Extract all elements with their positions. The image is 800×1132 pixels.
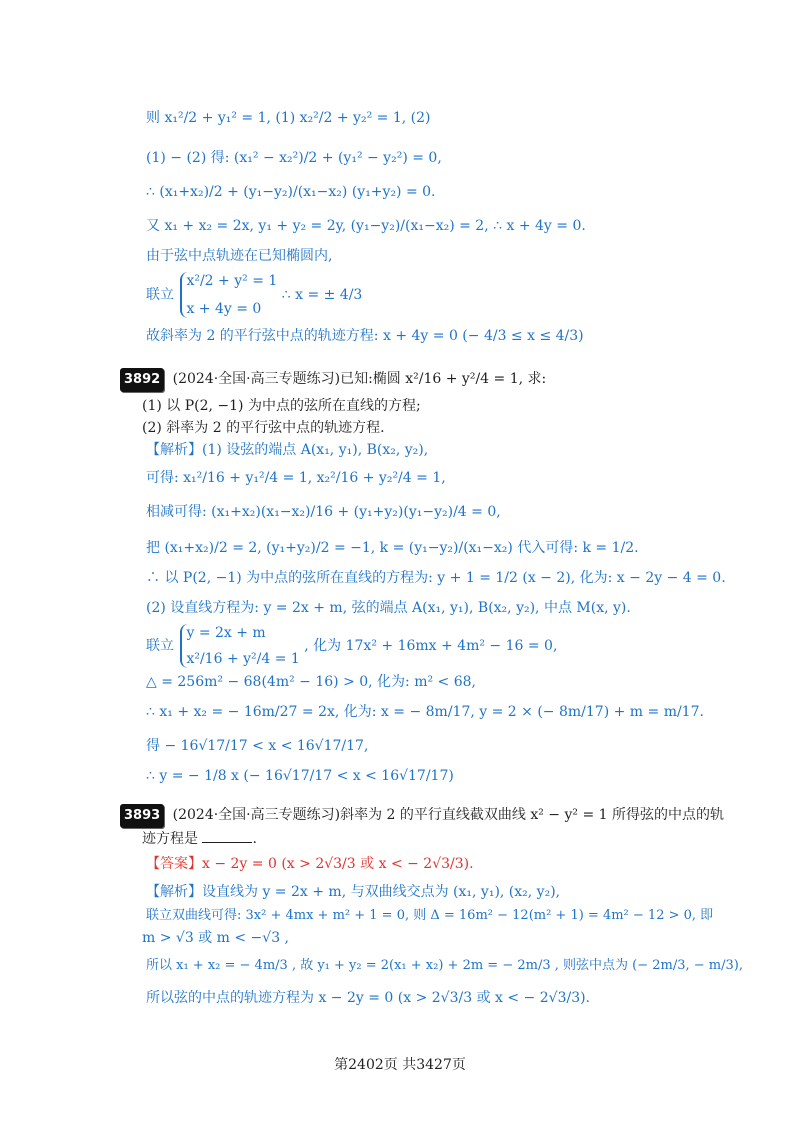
solution-line: 联立双曲线可得: 3x² + 4mx + m² + 1 = 0, 则 Δ = 16m² − 12(m² + 1) = 4m² − 12 > 0, 即	[146, 908, 714, 923]
question-number: 3892	[120, 368, 164, 392]
system-result: ∴ x = ± 4/3	[281, 287, 363, 303]
solution-tag: 【解析】	[146, 884, 202, 900]
system-brace	[180, 272, 277, 318]
question-3893-stem	[120, 804, 724, 828]
system-eq-2: x²/16 + y²/4 = 1	[186, 651, 300, 667]
solution-line: 由于弦中点轨迹在已知椭圆内,	[146, 248, 333, 264]
question-stem-line-2	[142, 828, 257, 849]
solution-line: ∴ (x₁+x₂)/2 + (y₁−y₂)/(x₁−x₂) (y₁+y₂) = 0.	[146, 184, 436, 200]
question-3892-stem	[120, 368, 546, 392]
answer-line	[146, 854, 474, 874]
system-eq-2: x + 4y = 0	[186, 301, 262, 317]
solution-conclusion: 故斜率为 2 的平行弦中点的轨迹方程: x + 4y = 0 (− 4/3 ≤ x ≤ 4/3)	[146, 328, 584, 344]
solution-line: 把 (x₁+x₂)/2 = 2, (y₁+y₂)/2 = −1, k = (y₁−y₂)/(x₁−x₂) 代入可得: k = 1/2.	[146, 540, 639, 556]
solution-line: (1) − (2) 得: (x₁² − x₂²)/2 + (y₁² − y₂²) = 0,	[146, 150, 442, 166]
answer-tag: 【答案】	[146, 856, 202, 872]
solution-line: △ = 256m² − 68(4m² − 16) > 0, 化为: m² < 68,	[146, 674, 477, 690]
solution-line: m > √3 或 m < −√3 ,	[142, 930, 289, 946]
solution-line: 可得: x₁²/16 + y₁²/4 = 1, x₂²/16 + y₂²/4 = 1,	[146, 470, 446, 486]
solution-line: ∴ x₁ + x₂ = − 16m/27 = 2x, 化为: x = − 8m/17, y = 2 × (− 8m/17) + m = m/17.	[146, 704, 704, 720]
solution-line: 相减可得: (x₁+x₂)(x₁−x₂)/16 + (y₁+y₂)(y₁−y₂)/4 = 0,	[146, 504, 501, 520]
system-label: 联立	[146, 638, 174, 654]
system-eq-1: x²/2 + y² = 1	[186, 273, 278, 289]
solution-conclusion: ∴ y = − 1/8 x (− 16√17/17 < x < 16√17/17)	[146, 768, 454, 784]
system-of-equations	[146, 624, 557, 668]
solution-line: 则 x₁²/2 + y₁² = 1, (1) x₂²/2 + y₂² = 1, (2)	[146, 110, 431, 126]
solution-line	[146, 882, 560, 902]
system-label: 联立	[146, 287, 174, 303]
solution-tag: 【解析】	[146, 442, 202, 458]
question-stem: (2024·全国·高三专题练习)已知:椭圆 x²/16 + y²/4 = 1, 求:	[172, 371, 547, 387]
question-number: 3893	[120, 804, 164, 828]
answer-blank	[202, 828, 252, 843]
solution-line: 得 − 16√17/17 < x < 16√17/17,	[146, 738, 369, 754]
question-part-1: (1) 以 P(2, −1) 为中点的弦所在直线的方程;	[142, 398, 421, 414]
solution-line: ∴ 以 P(2, −1) 为中点的弦所在直线的方程为: y + 1 = 1/2 (x − 2), 化为: x − 2y − 4 = 0.	[146, 570, 726, 586]
question-part-2: (2) 斜率为 2 的平行弦中点的轨迹方程.	[142, 420, 385, 436]
system-result: , 化为 17x² + 16mx + 4m² − 16 = 0,	[304, 638, 558, 654]
question-stem: (2024·全国·高三专题练习)斜率为 2 的平行直线截双曲线 x² − y² = 1 所得弦的中点的轨	[172, 807, 724, 823]
question-stem-end: .	[252, 831, 257, 847]
system-brace	[180, 624, 299, 668]
page-footer: 第2402页 共3427页	[334, 1057, 466, 1073]
solution-conclusion: 所以弦的中点的轨迹方程为 x − 2y = 0 (x > 2√3/3 或 x < − 2√3/3).	[146, 990, 591, 1006]
solution-line: 又 x₁ + x₂ = 2x, y₁ + y₂ = 2y, (y₁−y₂)/(x₁−x₂) = 2, ∴ x + 4y = 0.	[146, 218, 586, 234]
answer-text: x − 2y = 0 (x > 2√3/3 或 x < − 2√3/3).	[202, 856, 474, 872]
system-eq-1: y = 2x + m	[186, 625, 266, 641]
solution-line: 所以 x₁ + x₂ = − 4m/3 , 故 y₁ + y₂ = 2(x₁ + x₂) + 2m = − 2m/3 , 则弦中点为 (− 2m/3, − m/3),	[146, 958, 743, 973]
solution-line: (2) 设直线方程为: y = 2x + m, 弦的端点 A(x₁, y₁), B(x₂, y₂), 中点 M(x, y).	[146, 600, 631, 616]
solution-text: (1) 设弦的端点 A(x₁, y₁), B(x₂, y₂),	[202, 442, 429, 458]
solution-line	[146, 440, 428, 460]
solution-text: 设直线为 y = 2x + m, 与双曲线交点为 (x₁, y₁), (x₂, y₂),	[202, 884, 561, 900]
system-of-equations	[146, 272, 362, 318]
question-stem-text: 迹方程是	[142, 831, 198, 847]
